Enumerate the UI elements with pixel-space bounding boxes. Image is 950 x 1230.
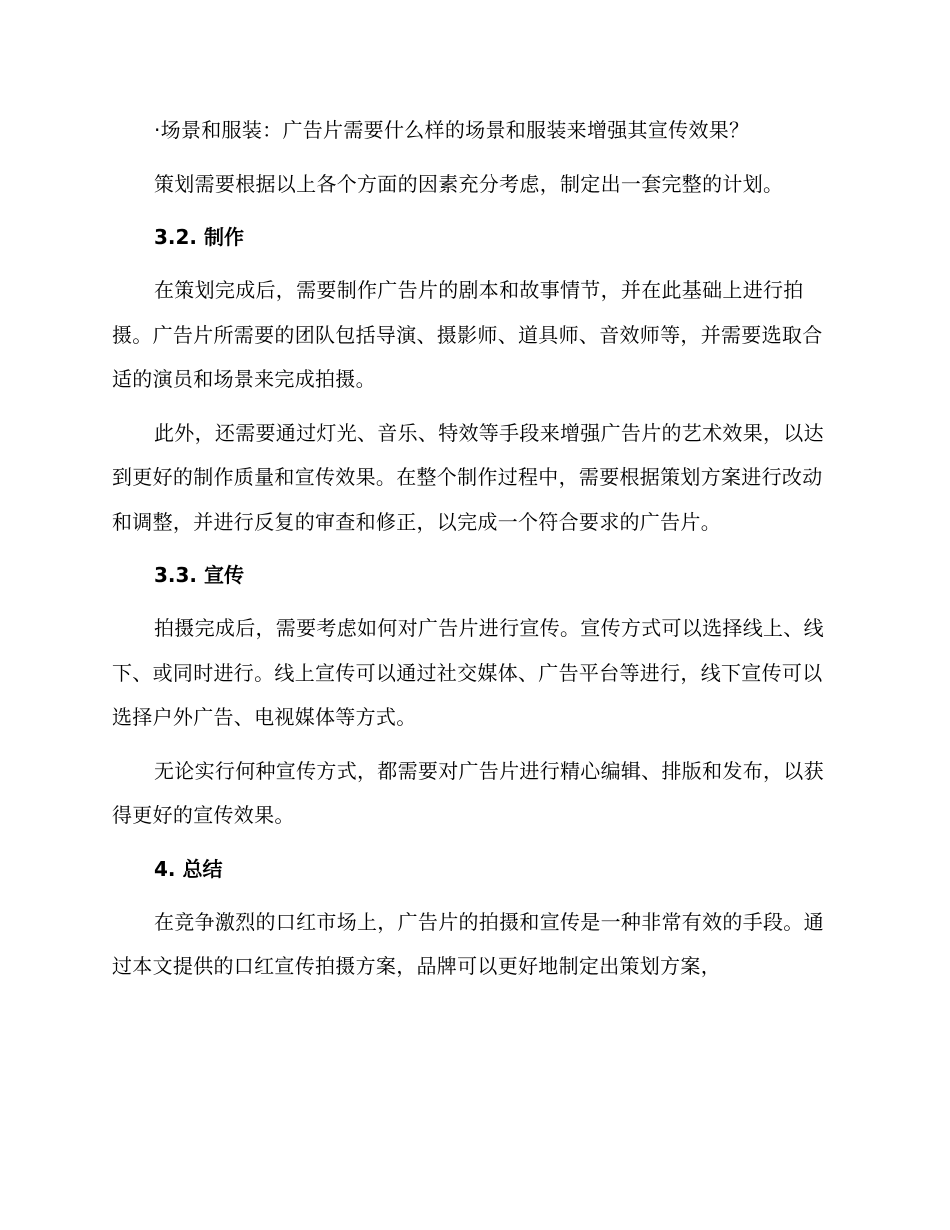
paragraph-planning-summary: 策划需要根据以上各个方面的因素充分考虑，制定出一套完整的计划。 [154,171,784,196]
document-body [112,108,834,998]
bullet-scene-costume: ·场景和服装：广告片需要什么样的场景和服装来增强其宣传效果？ [154,118,750,142]
paragraph-production-effects: 此外，还需要通过灯光、音乐、特效等手段来增强广告片的艺术效果，以达到更好的制作质量和宣传效果。在整个制作过程中，需要根据策划方案进行改动和调整，并进行反复的审查和修正，以完成一个符合要求的广告片。 [112,420,824,534]
section-heading-promotion: 3.3. 宣传 [154,563,244,587]
paragraph-summary: 在竞争激烈的口红市场上，广告片的拍摄和宣传是一种非常有效的手段。通过本文提供的口红宣传拍摄方案，品牌可以更好地制定出策划方案， [112,909,824,978]
paragraph-promotion-editing: 无论实行何种宣传方式，都需要对广告片进行精心编辑、排版和发布，以获得更好的宣传效果。 [112,758,824,827]
section-heading-summary: 4. 总结 [154,856,223,881]
paragraph-production-team: 在策划完成后，需要制作广告片的剧本和故事情节，并在此基础上进行拍摄。广告片所需要的团队包括导演、摄影师、道具师、音效师等，并需要选取合适的演员和场景来完成拍摄。 [112,278,823,391]
paragraph-promotion-channels: 拍摄完成后，需要考虑如何对广告片进行宣传。宣传方式可以选择线上、线下、或同时进行。线上宣传可以通过社交媒体、广告平台等进行，线下宣传可以选择户外广告、电视媒体等方式。 [112,616,824,729]
section-heading-production: 3.2. 制作 [154,225,244,249]
